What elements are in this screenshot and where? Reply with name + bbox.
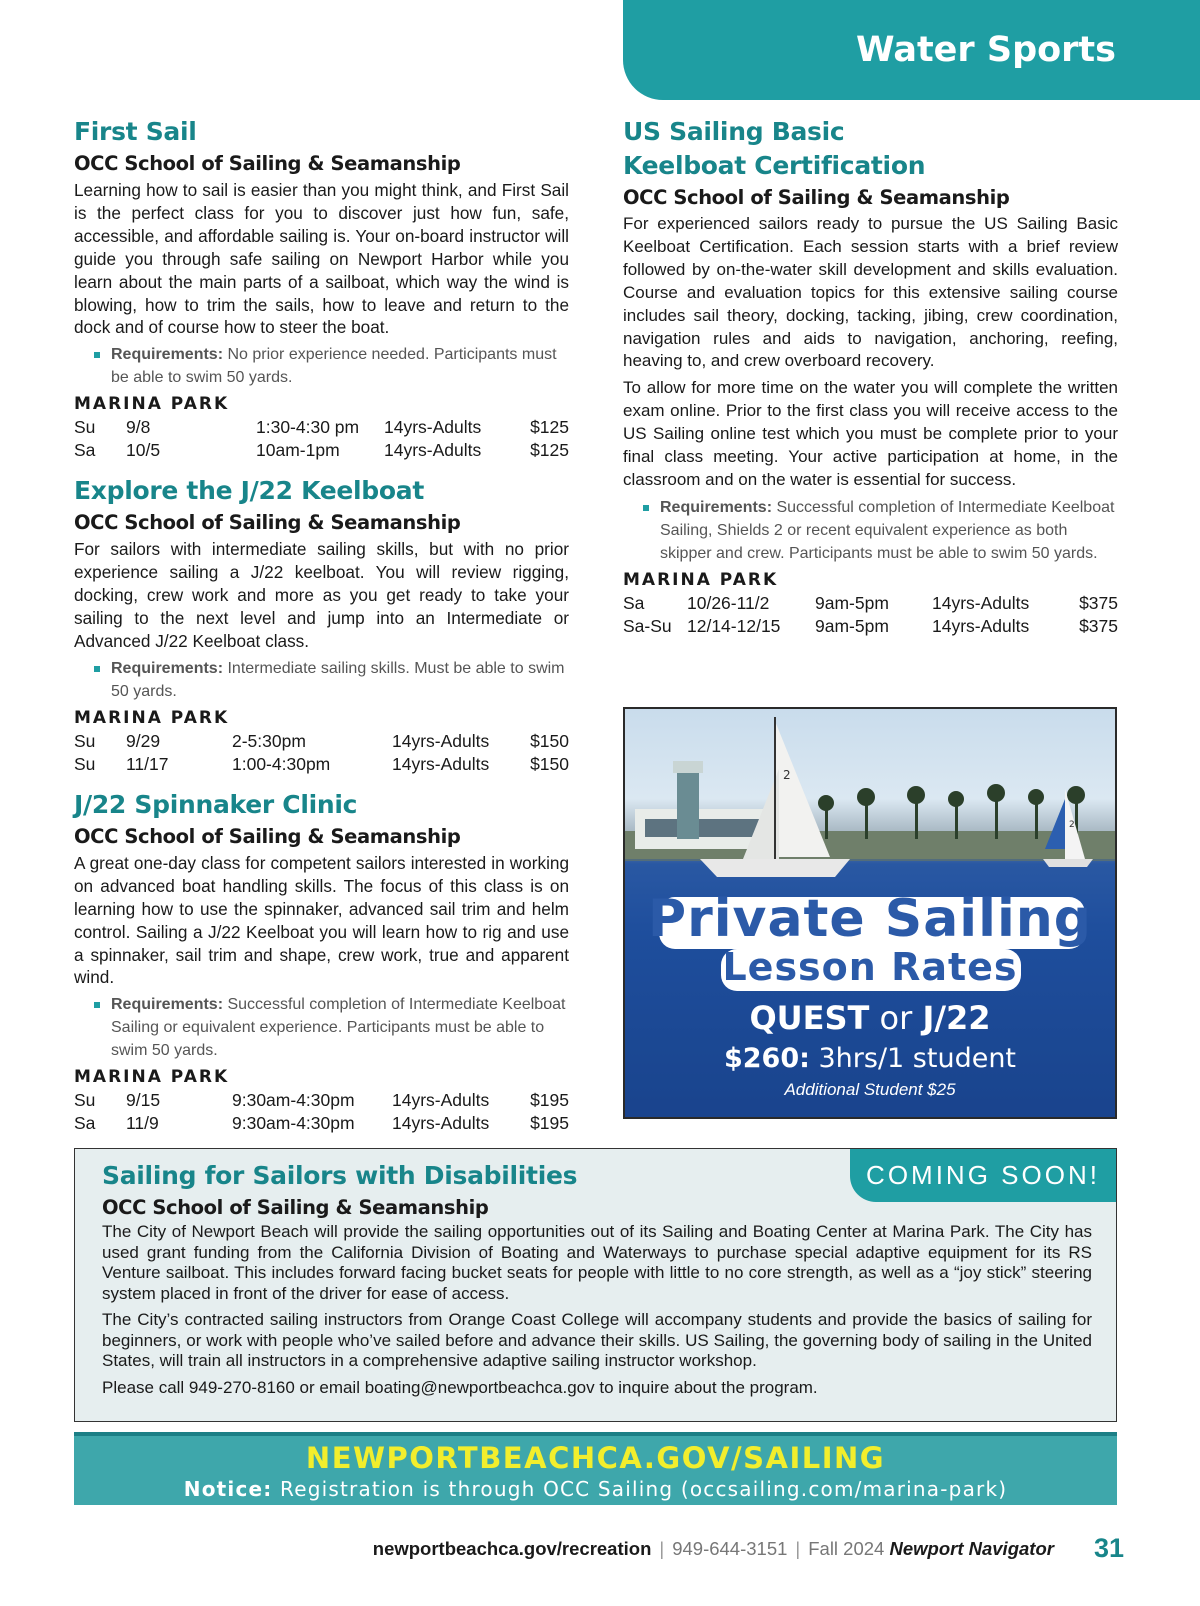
schedule-time: 1:30-4:30 pm: [256, 417, 360, 438]
lighthouse-top: [673, 761, 703, 773]
disabilities-title: Sailing for Sailors with Disabilities: [102, 1161, 578, 1190]
class-location: MARINA PARK: [74, 707, 230, 728]
bullet-icon: [94, 666, 100, 672]
promo-boat-b: J/22: [922, 999, 991, 1037]
promo-extra: Additional Student $25: [784, 1080, 956, 1099]
requirements-label: Requirements:: [111, 996, 224, 1014]
schedule-date: 9/8: [126, 417, 151, 438]
promo-price-detail: 3hrs/1 student: [809, 1043, 1017, 1074]
disabilities-paragraph-1: The City of Newport Beach will provide the sailing opportunities out of its Sailing and Boating Center at Marina Park. The City has used grant funding from the California Division of Boating and Waterways to purchase special adaptive equipment for its RS Venture sailboat. This includes forward facing bucket seats for people with little to no core strength, as well as a “joy stick” steering system placed in front of the driver for ease of access.: [102, 1222, 1092, 1303]
bullet-icon: [94, 352, 100, 358]
disabilities-program-box: [74, 1148, 1117, 1422]
schedule-age: 14yrs-Adults: [392, 753, 490, 774]
schedule-date: 10/26-11/2: [687, 592, 770, 613]
left-column: [74, 115, 569, 1143]
schedule-age: 14yrs-Adults: [392, 1090, 490, 1111]
schedule-fee: $375: [1079, 592, 1118, 613]
class-explore-j22: [74, 474, 569, 776]
schedule-time: 9am-5pm: [815, 592, 889, 613]
schedule-row: [623, 615, 1118, 638]
schedule-time: 2-5:30pm: [232, 730, 306, 751]
footer-separator: |: [795, 1538, 801, 1559]
footer-phone: 949-644-3151: [672, 1538, 788, 1559]
sailing-registration-banner: [74, 1432, 1117, 1505]
schedule-age: 14yrs-Adults: [384, 440, 482, 461]
class-title: Explore the J/22 Keelboat: [74, 476, 424, 506]
class-provider: OCC School of Sailing & Seamanship: [74, 824, 461, 848]
schedule-fee: $195: [530, 1113, 569, 1134]
page-footer: [373, 1532, 1124, 1564]
schedule-time: 9am-5pm: [815, 615, 889, 636]
footer-url[interactable]: newportbeachca.gov/recreation: [372, 1538, 652, 1559]
palm-trees: [818, 784, 1085, 839]
schedule-age: 14yrs-Adults: [932, 615, 1030, 636]
schedule-row: [74, 1112, 569, 1135]
promo-price: [625, 1043, 1115, 1074]
notice-label: Notice:: [183, 1477, 273, 1501]
class-title-line1: US Sailing Basic: [623, 117, 845, 146]
distant-hull: [1043, 859, 1093, 867]
schedule-fee: $150: [530, 730, 569, 751]
class-description: For experienced sailors ready to pursue the US Sailing Basic Keelboat Certification. Each session starts with a brief review followed by on-the-water skill development and skills evaluation. Course and evaluation topics for this extensive sailing course includes sail theory, docking, tacking, jibing, crew coordination, navigation rules and aids to navigation, anchoring, reefing, heaving to, and crew overboard recovery.: [623, 214, 1118, 371]
section-title: Water Sports: [855, 30, 1116, 70]
class-requirements: [74, 343, 569, 389]
class-provider: OCC School of Sailing & Seamanship: [623, 186, 1010, 209]
requirements-text: No prior experience needed. Participants must be able to swim 50 yards.: [111, 346, 557, 387]
class-location: MARINA PARK: [623, 569, 779, 590]
bullet-icon: [94, 1002, 100, 1008]
class-title-line2: Keelboat Certification: [623, 151, 926, 180]
footer-season: Fall 2024: [808, 1538, 890, 1559]
disabilities-paragraph-3: Please call 949-270-8160 or email boating@newportbeachca.gov to inquire about the program.: [102, 1377, 818, 1397]
schedule-day: Su: [74, 753, 96, 774]
schedule-time: 10am-1pm: [256, 440, 340, 461]
bullet-icon: [643, 505, 649, 511]
class-location: MARINA PARK: [74, 394, 230, 415]
schedule-date: 9/15: [126, 1090, 161, 1111]
coming-soon-badge: COMING SOON!: [850, 1149, 1116, 1202]
schedule-fee: $150: [530, 753, 569, 774]
schedule-row: [623, 592, 1118, 615]
requirements-label: Requirements:: [111, 346, 224, 364]
promo-boats: [625, 999, 1115, 1037]
class-first-sail: [74, 115, 569, 462]
class-location: MARINA PARK: [74, 1067, 230, 1088]
schedule-fee: $125: [530, 417, 569, 438]
schedule-day: Sa: [623, 592, 645, 613]
disabilities-paragraph-2: The City’s contracted sailing instructors from Orange Coast College will accompany students and provide the basics of sailing for beginners, or work with people who’ve sailed before and advance their skills. US Sailing, the governing body of sailing in the United States, will train all instructors in a comprehensive adaptive sailing instructor workshop.: [102, 1310, 1092, 1370]
notice-text: Registration is through OCC Sailing (occsailing.com/marina-park): [272, 1477, 1008, 1501]
right-column: [623, 115, 1118, 646]
schedule-day: Sa: [74, 440, 96, 461]
class-description: Learning how to sail is easier than you might think, and First Sail is the perfect class for you to discover just how fun, safe, accessible, and affordable sailing is. Your on-board instructor will guide you through safe sailing on Newport Harbor while you learn about the main parts of a sailboat, which way the wind is blowing, how to trim the sails, how to leave and return to the dock and of course how to steer the boat.: [74, 180, 569, 338]
class-provider: OCC School of Sailing & Seamanship: [74, 152, 461, 175]
schedule-row: [74, 753, 569, 776]
schedule-fee: $195: [530, 1090, 569, 1111]
schedule-day: Su: [74, 730, 96, 751]
class-requirements: [74, 993, 569, 1062]
schedule-date: 9/29: [126, 730, 161, 751]
schedule-date: 12/14-12/15: [687, 615, 781, 636]
footer-publication: Newport Navigator: [889, 1538, 1054, 1559]
schedule-time: 9:30am-4:30pm: [232, 1113, 355, 1134]
private-sailing-ad: [623, 707, 1117, 1119]
schedule-day: Su: [74, 1090, 96, 1111]
promo-boat-a: QUEST: [749, 999, 870, 1037]
class-requirements: [623, 496, 1118, 565]
schedule-row: [74, 730, 569, 753]
class-description-2: To allow for more time on the water you will complete the written exam online. Prior to the first class you will receive access to the US Sailing online test which you must be complete prior to your final class meeting. Your active participation at home, in the classroom and on the water is essential for success.: [623, 378, 1118, 489]
distant-jib: [1045, 799, 1065, 849]
schedule-row: [74, 439, 569, 462]
sail-number: 2: [783, 768, 791, 782]
disabilities-provider: OCC School of Sailing & Seamanship: [102, 1196, 489, 1219]
schedule-fee: $125: [530, 440, 569, 461]
schedule-date: 10/5: [126, 440, 161, 461]
class-basic-keelboat: [623, 115, 1118, 638]
schedule-fee: $375: [1079, 615, 1118, 636]
promo-subtitle: Lesson Rates: [722, 945, 1018, 989]
schedule-day: Sa: [74, 1113, 96, 1134]
promo-title: Private Sailing: [647, 889, 1093, 949]
section-header-tab: [623, 0, 1200, 100]
promo-boat-or: or: [869, 999, 923, 1037]
distant-sail-number: 2: [1069, 820, 1075, 830]
requirements-label: Requirements:: [660, 498, 773, 516]
boat-hull: [700, 859, 850, 877]
schedule-age: 14yrs-Adults: [932, 592, 1030, 613]
page-number: 31: [1093, 1533, 1124, 1563]
requirements-text: Successful completion of Intermediate Keelboat Sailing or equivalent experience. Participants must be able to swim 50 yards.: [111, 996, 566, 1060]
disabilities-content: [102, 1159, 1092, 1404]
schedule-age: 14yrs-Adults: [384, 417, 482, 438]
sailing-url-link[interactable]: NEWPORTBEACHCA.GOV/SAILING: [305, 1441, 886, 1475]
schedule-age: 14yrs-Adults: [392, 1113, 490, 1134]
registration-notice: [74, 1477, 1117, 1501]
class-requirements: [74, 657, 569, 703]
schedule-time: 1:00-4:30pm: [232, 753, 331, 774]
promo-price-amount: $260:: [723, 1043, 810, 1074]
class-title: J/22 Spinnaker Clinic: [74, 789, 358, 819]
schedule-day: Su: [74, 417, 96, 438]
schedule-row: [74, 416, 569, 439]
class-spinnaker-clinic: [74, 788, 569, 1135]
requirements-text: Intermediate sailing skills. Must be able to swim 50 yards.: [111, 659, 565, 700]
requirements-text: Successful completion of Intermediate Keelboat Sailing, Shields 2 or recent equivalent experience as both skipper and crew. Participants must be able to swim 50 yards.: [660, 498, 1115, 562]
footer-separator: |: [659, 1538, 665, 1559]
schedule-date: 11/17: [126, 753, 169, 774]
class-description: A great one-day class for competent sailors interested in working on advanced boat handling skills. The focus of this class is on learning how to use the spinnaker, advanced sail trim and helm control. Sailing a J/22 Keelboat you will learn how to rig and use a spinnaker, sail trim and shape, crew work, true and apparent wind.: [74, 852, 569, 988]
lighthouse-tower: [677, 769, 699, 839]
class-title: First Sail: [74, 117, 197, 146]
class-description: For sailors with intermediate sailing skills, but with no prior experience sailing a J/22 keelboat. You will review rigging, docking, crew work and more as you get ready to take your sailing to the next level and jump into an Intermediate or Advanced J/22 Keelboat class.: [74, 539, 569, 651]
schedule-row: [74, 1089, 569, 1112]
class-provider: OCC School of Sailing & Seamanship: [74, 511, 461, 535]
schedule-day: Sa-Su: [623, 615, 672, 636]
requirements-label: Requirements:: [111, 659, 224, 677]
schedule-time: 9:30am-4:30pm: [232, 1090, 355, 1111]
schedule-date: 11/9: [126, 1113, 159, 1134]
schedule-age: 14yrs-Adults: [392, 730, 490, 751]
